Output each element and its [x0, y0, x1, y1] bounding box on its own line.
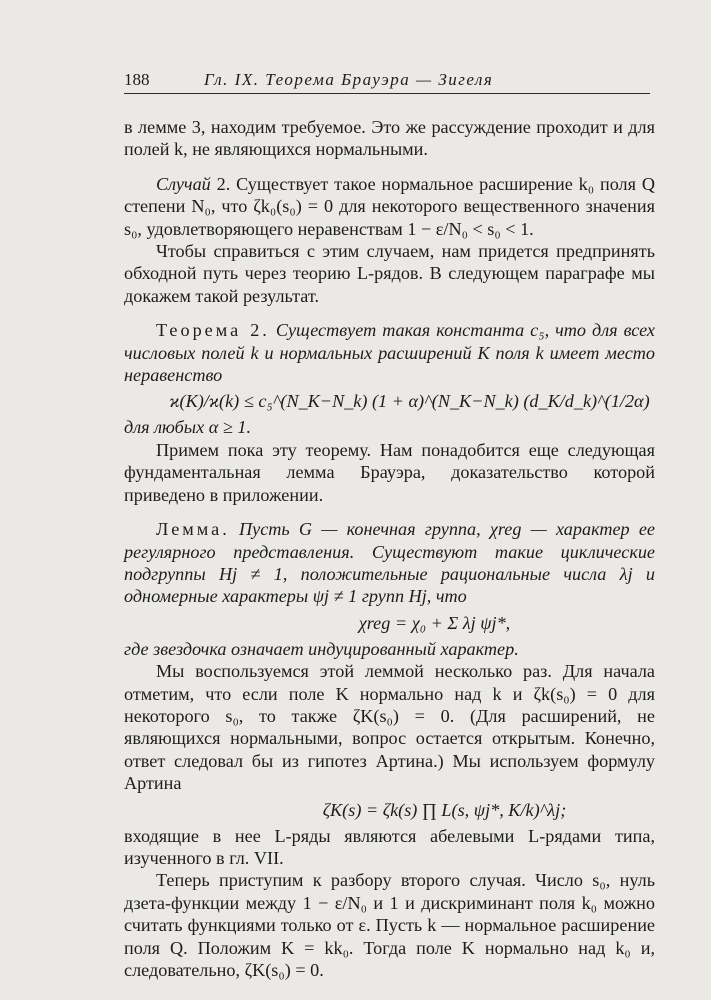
running-header [124, 70, 650, 94]
lemma-tail: где звездочка означает индуцированный характер. [124, 638, 519, 659]
lemma-label: Лемма. [156, 519, 230, 540]
paragraph-5: Примем пока эту теорему. Нам понадобится еще следующая фундаментальная лемма Брауэра, доказательство которой приведено в приложении. [124, 439, 655, 505]
theorem-tail: для любых α ≥ 1. [124, 417, 251, 438]
formula-regular-character: χreg = χ₀ + Σ λj ψj*, [358, 612, 511, 633]
case-2-label: Случай [156, 173, 211, 194]
lemma [124, 518, 655, 608]
paragraph-3: Чтобы справиться с этим случаем, нам придется предпринять обходной путь через теорию L-рядов. В следующем параграфе мы докажем такой результат. [124, 241, 655, 306]
case-2-paragraph [124, 173, 655, 240]
lemma-text: Пусть G — конечная группа, χreg — характер ее регулярного представления. Существуют такие циклические подгруппы Hj ≠ 1, положительные рациональные числа λj и одномерные характеры ψj ≠ 1 групп Hj, что [124, 519, 655, 607]
formula-artin: ζK(s) = ζk(s) ∏ L(s, ψj*, K/k)^λj; [322, 799, 567, 820]
theorem-text: Существует такая константа c₅, что для всех числовых полей k и нормальных расширений K поля k имеет место неравенство [124, 320, 655, 386]
paragraph-1: в лемме 3, находим требуемое. Это же рассуждение проходит и для полей k, не являющихся нормальными. [124, 117, 655, 160]
paragraph-8: входящие в нее L-ряды являются абелевыми L-рядами типа, изученного в гл. VII. [124, 825, 655, 868]
paragraph-9: Теперь приступим к разбору второго случая. Число s₀, нуль дзета-функции между 1 − ε/N₀ и 1 и дискриминант поля k₀ можно считать функциями только от ε. Пусть k — нормальное расширение поля Q. Положим K = kk₀. Тогда поле K нормально над k₀ и, следовательно, ζK(s₀) = 0. [124, 870, 655, 980]
formula-class-number-inequality: ϰ(K)/ϰ(k) ≤ c₅^(N_K−N_k) (1 + α)^(N_K−N_k) (d_K/d_k)^(1/2α) [169, 391, 650, 412]
case-2-text: 2. Существует такое нормальное расширение k₀ поля Q степени N₀, что ζk₀(s₀) = 0 для некоторого вещественного значения s₀, удовлетворяющего неравенствам 1 − ε/N₀ < s₀ < 1. [124, 173, 655, 239]
theorem-label: Теорема 2. [156, 320, 270, 341]
running-title: Гл. IX. Теорема Брауэра — Зигеля [204, 70, 494, 89]
theorem-2 [124, 319, 655, 386]
page-number: 188 [124, 70, 150, 89]
paragraph-7: Мы воспользуемся этой леммой несколько раз. Для начала отметим, что если поле K нормально над k и ζk(s₀) = 0 для некоторого s₀, то также ζK(s₀) = 0. (Для расширений, не являющихся нормальными, вопрос остается открытым. Конечно, ответ следовал бы из гипотез Артина.) Мы используем формулу Артина [124, 661, 655, 794]
